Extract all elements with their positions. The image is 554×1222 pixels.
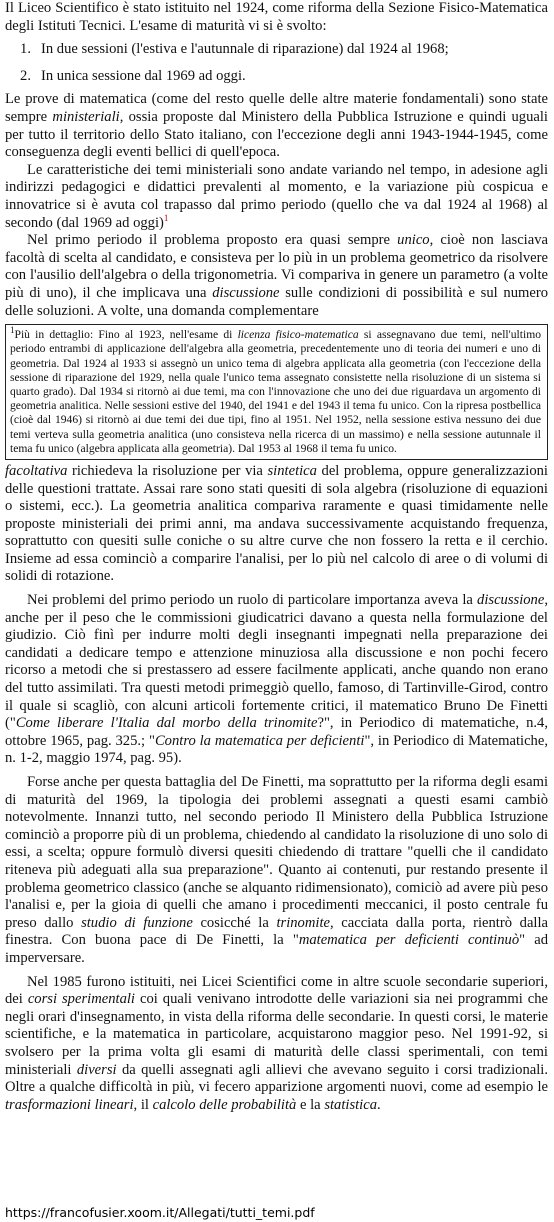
emphasis: Come liberare l'Italia dal morbo della trinomite xyxy=(15,715,318,732)
list-number: 2. xyxy=(20,67,31,84)
intro-paragraph: Il Liceo Scientifico è stato istituito nel 1924, come riforma della Sezione Fisico-Matematica degli Istituti Tecnici. L'esame di maturità vi si è svolto: xyxy=(5,0,548,34)
characteristics-paragraph: Le caratteristiche dei temi ministeriali sono andate variando nel tempo, in adesione agli indirizzi pedagogici e didattici prevalenti al momento, e la variazione più cospicua e innovatrice si è avuta col trapasso dal primo periodo (quello che va dal 1924 al 1968) al secondo (dal 1969 ad oggi)$^1$ xyxy=(5,161,548,231)
emphasis: corsi sperimentali xyxy=(27,991,135,1008)
list-item xyxy=(5,68,548,86)
emphasis: facoltativa xyxy=(5,462,68,479)
continuation-paragraph: facoltativa richiedeva la risoluzione per via sintetica del problema, oppure generalizzazioni delle questioni trattate. Assai rare sono stati quesiti di sola algebra (risoluzione di equazioni o sistemi, ecc.). La geometria analitica compariva raramente e quasi timidamente nelle proposte ministeriali dei primi anni, ma andava successivamente acquistando frequenza, soprattutto con quesiti sulle coniche o su altre curve che non fossero la retta e il cerchio. Insieme ad essa cominciò a comparire l'analisi, per lo più nel calcolo di aree o di volumi di solidi di rotazione. xyxy=(5,462,548,585)
emphasis: trasformazioni lineari xyxy=(5,1096,134,1113)
emphasis: matematica per deficienti continuò xyxy=(298,932,520,949)
list-item xyxy=(5,41,548,59)
emphasis: sintetica xyxy=(267,462,317,479)
emphasis: licenza fisico-matematica xyxy=(237,328,359,342)
list-text: In due sessioni (l'estiva e l'autunnale di riparazione) dal 1924 al 1968; xyxy=(41,41,449,58)
first-period-paragraph: Nel primo periodo il problema proposto era quasi sempre unico, cioè non lasciava facoltà di scelta al candidato, e consisteva per lo più in un problema geometrico da risolvere con l'ausilio dell'algebra o della trigonometria. Vi compariva in genere un parametro (a volte più di uno), il che implicava una discussione sulle condizioni di possibilità e sul numero delle soluzioni. A volte, una domanda complementare xyxy=(5,232,548,319)
ministerial-paragraph: Le prove di matematica (come del resto quelle delle altre materie fondamentali) sono state sempre ministeriali, ossia proposte dal Ministero della Pubblica Istruzione e quindi uguali per tutto il territorio dello Stato italiano, con l'eccezione degli anni 1943-1944-1945, come conseguenza degli eventi bellici di quell'epoca. xyxy=(5,91,548,161)
list-number: 1. xyxy=(20,41,31,58)
list-text: In unica sessione dal 1969 ad oggi. xyxy=(41,67,246,84)
emphasis: discussione xyxy=(477,592,545,609)
sessions-list xyxy=(5,41,548,85)
emphasis: diversi xyxy=(76,1061,117,1078)
emphasis: studio di funzione xyxy=(81,914,193,931)
emphasis: Contro la matematica per deficienti xyxy=(154,732,365,749)
reform-paragraph: Forse anche per questa battaglia del De Finetti, ma soprattutto per la riforma degli esami di maturità del 1969, la tipologia dei problemi assegnati a questi esami cambiò notevolmente. Innanzi tutto, nel secondo periodo Il Ministero della Pubblica Istruzione cominciò a proporre più di un problema, chiedendo al candidato la risoluzione di uno solo di essi, a scelta; oppure formulò diversi quesiti chiedendo di trattare "quelli che il candidato riteneva più adeguati alla sua preparazione". Quanto ai contenuti, pur restando presente il problema geometrico classico (anche se alquanto ridimensionato), comiciò ad avere più peso l'analisi e, per la gioia di quelli che amano i procedimenti meccanici, il posto centrale fu preso dallo studio di funzione cosicché la trinomite, cacciata dalla porta, rientrò dalla finestra. Con buona pace di De Finetti, la "matematica per deficienti continuò" ad imperversare. xyxy=(5,774,549,966)
document-page xyxy=(5,0,548,1114)
footnote-box: $^1$Più in dettaglio: Fino al 1923, nell'esame di licenza fisico-matematica si assegnavano due temi, nell'ultimo periodo entrambi di applicazione dell'algebra alla geometria, precedentemente uno di teoria dei numeri e uno di geometria. Dal 1924 al 1933 si assegnò un unico tema di algebra applicata alla geometria (con l'eccezione della sessione di riparazione del 1929, nella quale l'unico tema assegnato consistette nella risoluzione di un sistema si quarto grado). Dal 1934 si ritornò ai due temi, ma con l'innovazione che uno dei due riguardava un argomento di geometria analitica. Nelle sessioni estive del 1940, del 1941 e del 1943 il tema fu unico. Con la ripresa postbellica (cioè dal 1946) si ritornò ai due temi dei due tipi, fino al 1951. Nel 1952, nella sessione estiva nessuno dei due temi verteva sulla geometria analitica (uno consisteva nella ricerca di un massimo) e nella sessione autunnale il tema fu unico (algebra applicata alla geometria). Dal 1953 al 1968 il tema fu unico. xyxy=(5,324,548,460)
emphasis: trinomite xyxy=(276,914,330,931)
emphasis: ministeriali xyxy=(52,108,120,125)
footnote-reference[interactable]: 1 xyxy=(163,212,169,223)
source-url[interactable]: https://francofusier.xoom.it/Allegati/tutti_temi.pdf xyxy=(5,1205,315,1220)
emphasis: calcolo delle probabilità xyxy=(152,1096,297,1113)
emphasis: discussione xyxy=(212,284,280,301)
footnote-mark: 1 xyxy=(10,325,15,336)
emphasis: statistica xyxy=(324,1096,378,1113)
experimental-courses-paragraph: Nel 1985 furono istituiti, nei Licei Scientifici come in altre scuole secondarie superiori, dei corsi sperimentali coi quali venivano introdotte delle variazioni sia nei programmi che negli orari d'insegnamento, in vista della riforma delle secondarie. In questi corsi, le materie scientifiche, e la matematica in particolare, acquistarono maggior peso. Nel 1991-92, si svolsero per la prima volta gli esami di maturità delle classi sperimentali, con temi ministeriali diversi da quelli assegnati agli allievi che avevano seguito i corsi tradizionali. Oltre a qualche difficoltà in più, vi fecero apparizione argomenti nuovi, come ad esempio le trasformazioni lineari, il calcolo delle probabilità e la statistica. xyxy=(5,973,548,1113)
emphasis: unico xyxy=(397,232,430,249)
discussion-paragraph: Nei problemi del primo periodo un ruolo di particolare importanza aveva la discussione, anche per il peso che le commissioni giudicatrici davano a questa nella formulazione del giudizio. Ciò finì per indurre molti degli insegnanti impegnati nella preparazione dei candidati a dedicare tempo e attenzione minuziosa alla discussione e non pochi fecero ricorso a metodi che si prestassero ad essere facilmente applicati, anche quando non erano del tutto assimilati. Tra questi metodi primeggiò quello, famoso, di Tartinville-Girod, contro il quale si scagliò, con alcuni articoli fortemente critici, il matematico Bruno De Finetti ("Come liberare l'Italia dal morbo della trinomite?", in Periodico di matematiche, n.4, ottobre 1965, pag. 325.; "Contro la matematica per deficienti", in Periodico di Matematiche, n. 1-2, maggio 1974, pag. 95). xyxy=(5,592,548,767)
